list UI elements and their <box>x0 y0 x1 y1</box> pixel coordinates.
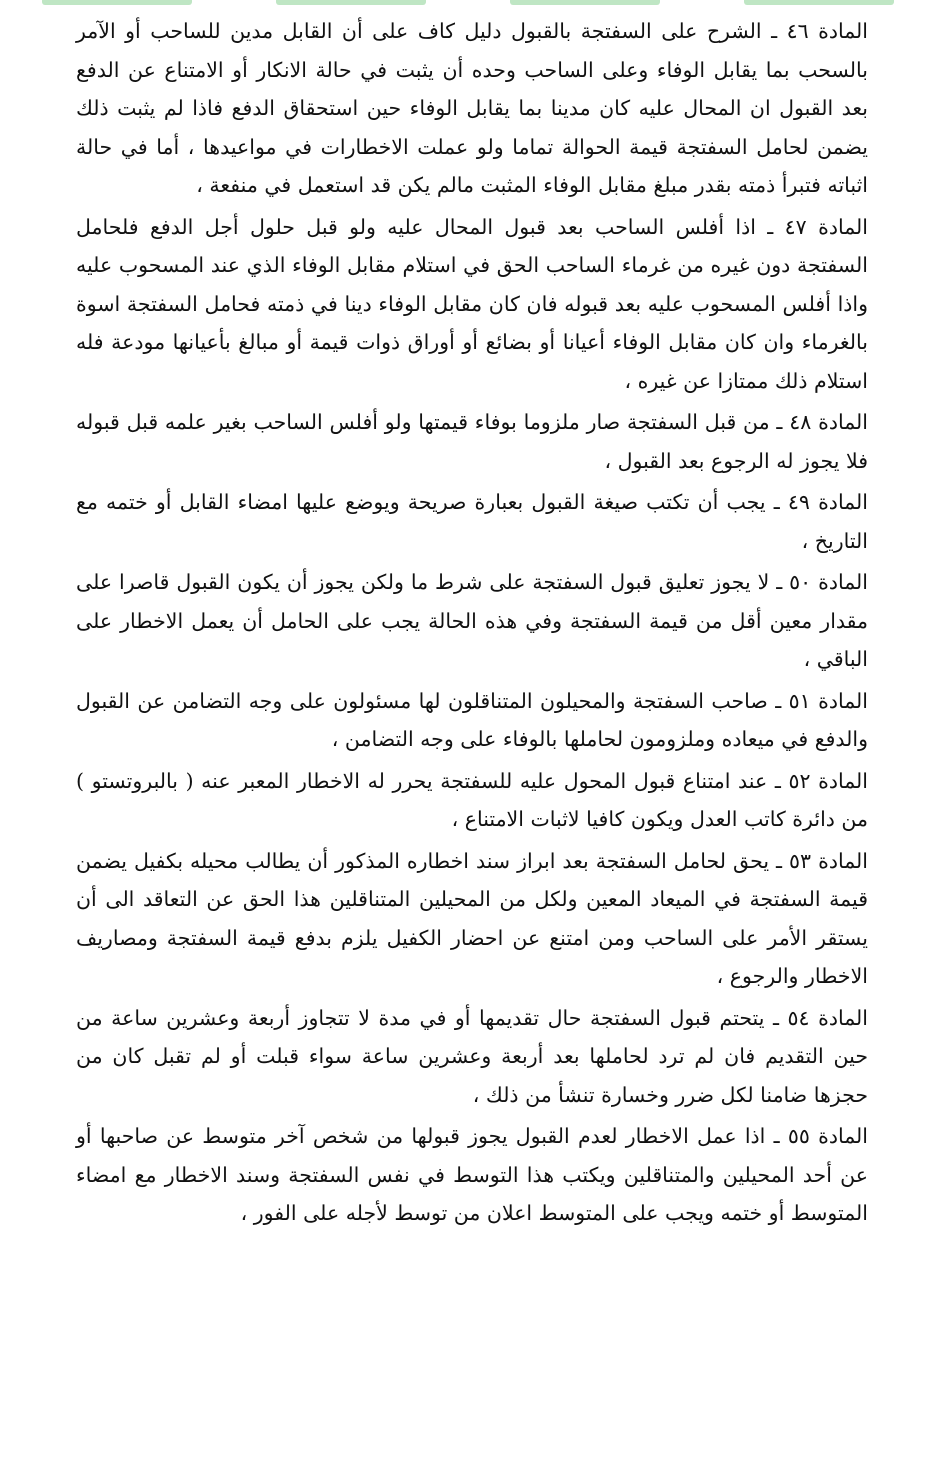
article-51: المادة ٥١ ـ صاحب السفتجة والمحيلون المتناقلون لها مسئولون على وجه التضامن عن القبول والدفع في ميعاده وملزومون لحاملها بالوفاء على وجه التضامن ، <box>76 688 868 751</box>
article-55: المادة ٥٥ ـ اذا عمل الاخطار لعدم القبول يجوز قبولها من شخص آخر متوسط عن صاحبها أو عن أحد المحيلين والمتناقلين ويكتب هذا التوسط في نفس السفتجة وسند الاخطار مع امضاء المتوسط أو ختمه ويجب على المتوسط اعلان من توسط لأجله على الفور ، <box>76 1124 868 1225</box>
top-edge-mark <box>510 0 660 5</box>
article-49: المادة ٤٩ ـ يجب أن تكتب صيغة القبول بعبارة صريحة ويوضع عليها امضاء القابل أو ختمه مع التاريخ ، <box>76 490 868 553</box>
article-50: المادة ٥٠ ـ لا يجوز تعليق قبول السفتجة على شرط ما ولكن يجوز أن يكون القبول قاصرا على مقدار معين أقل من قيمة السفتجة وفي هذه الحالة يجب على الحامل أن يعمل الاخطار على الباقي ، <box>76 570 868 671</box>
article-54: المادة ٥٤ ـ يتحتم قبول السفتجة حال تقديمها أو في مدة لا تتجاوز أربعة وعشرين ساعة من حين التقديم فان لم ترد لحاملها بعد أربعة وعشرين ساعة سواء قبلت أو لم تقبل كان من حجزها ضامنا لكل ضرر وخسارة تنشأ من ذلك ، <box>76 1005 868 1107</box>
article-46: المادة ٤٦ ـ الشرح على السفتجة بالقبول دليل كاف على أن القابل مدين للساحب أو الآمر بالسحب بما يقابل الوفاء وعلى الساحب وحده أن يثبت في حالة الانكار أو الامتناع عن الدفع بعد القبول ان المحال عليه كان مدينا بما يقابل الوفاء حين استحقاق الدفع فاذا لم يثبت ذلك يضمن لحامل السفتجة قيمة الحوالة تماما ولو عملت الاخطارات في مواعيدها ، أما في حالة اثباته فتبرأ ذمته بقدر مبلغ مقابل الوفاء المثبت مالم يكن قد استعمل في منفعة ، <box>76 19 868 197</box>
top-edge-strip <box>0 0 936 6</box>
article-47: المادة ٤٧ ـ اذا أفلس الساحب بعد قبول المحال عليه ولو قبل حلول أجل الدفع فلحامل السفتجة دون غيره من غرماء الساحب الحق في استلام مقابل الوفاء الذي عند المسحوب عليه واذا أفلس المسحوب عليه بعد قبوله فان كان مقابل الوفاء دينا في ذمته فحامل السفتجة اسوة بالغرماء وان كان مقابل الوفاء أعيانا أو بضائع أو أوراق ذوات قيمة أو مبالغ بأعيانها مودعة فله استلام ذلك ممتازا عن غيره ، <box>76 214 868 393</box>
top-edge-mark <box>276 0 426 5</box>
article-53: المادة ٥٣ ـ يحق لحامل السفتجة بعد ابراز سند اخطاره المذكور أن يطالب محيله بكفيل يضمن قيمة السفتجة في الميعاد المعين ولكل من المحيلين المتناقلين هذا الحق عن التعاقد الى أن يستقر الأمر على الساحب ومن امتنع عن احضار الكفيل يلزم بدفع قيمة السفتجة ومصاريف الاخطار والرجوع ، <box>76 848 868 988</box>
article-48: المادة ٤٨ ـ من قبل السفتجة صار ملزوما بوفاء قيمتها ولو أفلس الساحب بغير علمه قبل قبوله فلا يجوز له الرجوع بعد القبول ، <box>76 410 868 473</box>
top-edge-mark <box>744 0 894 5</box>
document-page <box>76 12 868 1236</box>
article-52: المادة ٥٢ ـ عند امتناع قبول المحول عليه للسفتجة يحرر له الاخطار المعبر عنه ( بالبروتستو ) من دائرة كاتب العدل ويكون كافيا لاثبات الامتناع ، <box>76 768 868 831</box>
top-edge-mark <box>42 0 192 5</box>
